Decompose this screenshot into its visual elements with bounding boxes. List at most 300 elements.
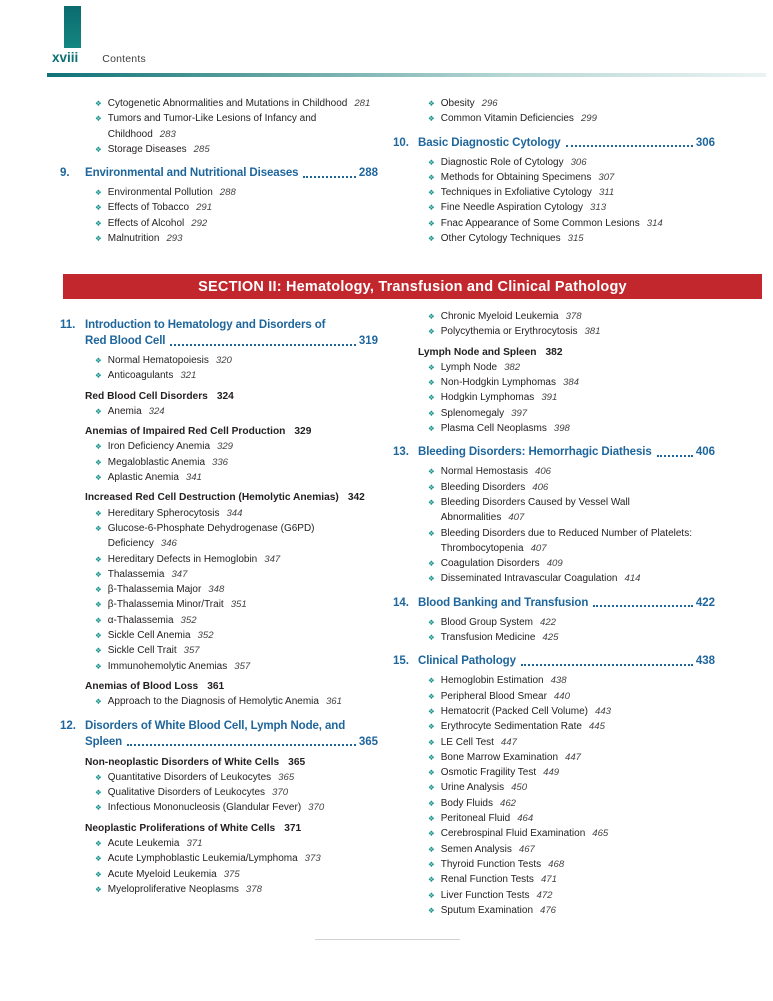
sub-entry-text-wrap [441, 375, 715, 390]
sub-entry-text: Normal Hematopoiesis [107, 355, 209, 366]
sub-entry-text-wrap [108, 613, 378, 628]
toc-chapter-entry [393, 653, 715, 669]
sub-entry-text-wrap [441, 872, 715, 887]
sub-entry-page-number: 348 [208, 584, 225, 596]
dot-leader-icon [593, 605, 693, 607]
diamond-bullet-icon: ❖ [95, 585, 102, 595]
toc-sub-entry [95, 867, 378, 882]
chapter-line [393, 135, 715, 151]
sub-entry-text: Effects of Tobacco [107, 202, 190, 214]
toc-sub-entry [95, 455, 378, 470]
sub-entry-page-number: 296 [481, 98, 498, 109]
sub-entry-text: Thyroid Function Tests [440, 858, 542, 870]
dot-leader-icon [521, 664, 693, 666]
chapter-title-continued: Spleen [85, 735, 123, 748]
toc-sub-entry [428, 765, 715, 780]
sub-entry-text: Hereditary Spherocytosis [107, 507, 220, 519]
sub-entry-page-number: 370 [308, 802, 325, 814]
diamond-bullet-icon: ❖ [428, 482, 435, 492]
diamond-bullet-icon: ❖ [95, 631, 102, 641]
sub-entry-text-wrap [441, 719, 715, 734]
sub-entry-text-wrap [108, 694, 378, 709]
toc-sub-entry [95, 643, 378, 658]
sub-entry-page-number: 336 [212, 456, 229, 468]
chapter-number: 12. [60, 719, 76, 732]
sub-entry-text-wrap [108, 659, 378, 674]
toc-subheading [418, 345, 715, 360]
sub-entry-page-number: 414 [624, 573, 641, 585]
sub-entry-page-number: 370 [272, 787, 289, 799]
diamond-bullet-icon: ❖ [95, 661, 102, 671]
sub-entry-text-wrap [108, 552, 378, 567]
toc-sub-entry [428, 155, 715, 170]
toc-sub-entry [428, 324, 715, 339]
subheading-text: Lymph Node and Spleen [418, 346, 537, 358]
sub-entry-text: Quantitative Disorders of Leukocytes [107, 771, 272, 783]
sub-entry-page-number: 347 [264, 553, 281, 565]
sub-entry-text: Semen Analysis [440, 843, 512, 855]
sub-entry-text: Other Cytology Techniques [440, 233, 561, 245]
sub-entry-text-wrap [108, 111, 378, 142]
sub-entry-page-number: 382 [504, 361, 521, 373]
toc-column-top-left [60, 96, 378, 246]
dot-leader-icon [566, 145, 693, 147]
diamond-bullet-icon: ❖ [95, 854, 102, 864]
sub-entry-page-number: 378 [245, 883, 262, 895]
diamond-bullet-icon: ❖ [428, 691, 435, 701]
subheading-page-number: 382 [545, 346, 563, 358]
toc-sub-entry [428, 421, 715, 436]
toc-sub-entry [428, 857, 715, 872]
diamond-bullet-icon: ❖ [428, 706, 435, 716]
sub-entry-text-wrap [108, 231, 378, 246]
sub-entry-page-number: 391 [541, 392, 558, 404]
chapter-title: Clinical Pathology [418, 655, 516, 668]
diamond-bullet-icon: ❖ [428, 722, 435, 732]
sub-entry-text-wrap [108, 867, 378, 882]
sub-entry-text-wrap [108, 455, 378, 470]
sub-entry-text: Storage Diseases [107, 143, 187, 155]
sub-entry-text: Obesity [440, 98, 475, 109]
sub-entry-text: Cerebrospinal Fluid Examination [440, 828, 586, 840]
sub-entry-text-wrap [441, 673, 715, 688]
diamond-bullet-icon: ❖ [428, 875, 435, 885]
sub-entry-text: Hereditary Defects in Hemoglobin [107, 553, 258, 565]
sub-entry-text: Bleeding Disorders due to Reduced Number of Platelets: Thrombocytopenia [440, 527, 692, 554]
diamond-bullet-icon: ❖ [428, 844, 435, 854]
sub-entry-text-wrap [441, 360, 715, 375]
sub-entry-page-number: 311 [598, 187, 615, 199]
diamond-bullet-icon: ❖ [95, 839, 102, 849]
chapter-number: 10. [393, 136, 409, 149]
toc-sub-entry [428, 96, 715, 111]
toc-chapter-entry [393, 135, 715, 151]
subheading-page-number: 371 [284, 822, 302, 834]
toc-sub-entry [428, 375, 715, 390]
subheading-page-number: 324 [216, 390, 234, 402]
sub-entry-text-wrap [441, 526, 715, 557]
sub-entry-text-wrap [441, 464, 715, 479]
toc-sub-entry [95, 185, 378, 200]
sub-entry-text: Malnutrition [107, 233, 160, 245]
toc-sub-entry [428, 826, 715, 841]
sub-entry-page-number: 346 [160, 538, 177, 550]
sub-entry-text: Peripheral Blood Smear [440, 690, 547, 702]
sub-entry-page-number: 384 [562, 377, 579, 389]
toc-sub-entry [95, 785, 378, 800]
toc-subheading [85, 821, 378, 836]
toc-sub-entry [95, 96, 378, 111]
sub-entry-text: Bleeding Disorders [440, 481, 526, 493]
sub-entry-text: Bone Marrow Examination [440, 751, 559, 763]
sub-entry-page-number: 447 [565, 751, 582, 763]
toc-sub-entry [428, 556, 715, 571]
sub-entry-text-wrap [108, 142, 378, 157]
sub-entry-text: Disseminated Intravascular Coagulation [440, 573, 618, 585]
toc-sub-entry [428, 216, 715, 231]
toc-sub-entry [428, 780, 715, 795]
diamond-bullet-icon: ❖ [95, 442, 102, 452]
toc-sub-entry [95, 770, 378, 785]
diamond-bullet-icon: ❖ [428, 633, 435, 643]
toc-sub-entry [428, 704, 715, 719]
toc-sub-entry [95, 506, 378, 521]
diamond-bullet-icon: ❖ [95, 600, 102, 610]
sub-entry-text: Sickle Cell Anemia [107, 630, 191, 642]
sub-entry-text-wrap [441, 216, 715, 231]
chapter-number: 9. [60, 167, 70, 180]
sub-entry-text-wrap [441, 390, 715, 405]
diamond-bullet-icon: ❖ [428, 574, 435, 584]
sub-entry-page-number: 381 [584, 326, 601, 338]
sub-entry-text: Sputum Examination [440, 904, 534, 916]
sub-entry-text: Tumors and Tumor-Like Lesions of Infancy and Childhood [107, 113, 317, 140]
sub-entry-text-wrap [108, 470, 378, 485]
toc-sub-entry [428, 842, 715, 857]
sub-entry-text: Fine Needle Aspiration Cytology [440, 202, 584, 214]
chapter-line [393, 444, 715, 460]
sub-entry-text-wrap [108, 770, 378, 785]
diamond-bullet-icon: ❖ [428, 327, 435, 337]
sub-entry-text-wrap [108, 439, 378, 454]
sub-entry-text: Methods for Obtaining Specimens [440, 171, 592, 183]
sub-entry-text: Acute Myeloid Leukemia [107, 868, 217, 880]
sub-entry-page-number: 314 [646, 217, 663, 229]
chapter-page-number: 306 [695, 136, 715, 149]
sub-entry-text-wrap [108, 567, 378, 582]
diamond-bullet-icon: ❖ [428, 798, 435, 808]
diamond-bullet-icon: ❖ [95, 188, 102, 198]
diamond-bullet-icon: ❖ [428, 234, 435, 244]
sub-entry-text: Chronic Myeloid Leukemia [440, 311, 559, 322]
diamond-bullet-icon: ❖ [428, 378, 435, 388]
sub-entry-text: Hematocrit (Packed Cell Volume) [440, 705, 589, 717]
sub-entry-text: Diagnostic Role of Cytology [440, 156, 564, 168]
toc-sub-entry [95, 836, 378, 851]
sub-entry-text: Body Fluids [440, 797, 493, 809]
diamond-bullet-icon: ❖ [428, 814, 435, 824]
chapter-line [60, 718, 378, 734]
sub-entry-text-wrap [441, 750, 715, 765]
sub-entry-text: Bleeding Disorders Caused by Vessel Wall Abnormalities [440, 496, 630, 524]
sub-entry-text-wrap [441, 780, 715, 795]
sub-entry-page-number: 365 [278, 771, 295, 783]
diamond-bullet-icon: ❖ [428, 497, 435, 507]
sub-entry-text: Sickle Cell Trait [107, 645, 177, 657]
diamond-bullet-icon: ❖ [95, 508, 102, 518]
chapter-title: Bleeding Disorders: Hemorrhagic Diathesis [418, 446, 652, 459]
subheading-text: Non-neoplastic Disorders of White Cells [85, 756, 280, 768]
toc-subheading [85, 490, 378, 505]
diamond-bullet-icon: ❖ [428, 676, 435, 686]
chapter-number: 13. [393, 446, 409, 459]
sub-entry-page-number: 320 [215, 355, 232, 366]
sub-entry-text: Iron Deficiency Anemia [107, 441, 211, 453]
diamond-bullet-icon: ❖ [428, 617, 435, 627]
diamond-bullet-icon: ❖ [428, 737, 435, 747]
toc-sub-entry [428, 170, 715, 185]
diamond-bullet-icon: ❖ [95, 114, 102, 124]
toc-sub-entry [428, 571, 715, 586]
subheading-page-number: 329 [294, 426, 312, 438]
sub-entry-text: Cytogenetic Abnormalities and Mutations in Childhood [107, 98, 348, 109]
diamond-bullet-icon: ❖ [428, 752, 435, 762]
sub-entry-text-wrap [108, 96, 378, 111]
toc-top-area [60, 96, 715, 246]
sub-entry-text-wrap [108, 368, 378, 383]
sub-entry-text: Glucose-6-Phosphate Dehydrogenase (G6PD) Deficiency [107, 522, 315, 550]
toc-chapter-entry [393, 444, 715, 460]
subheading-page-number: 361 [207, 680, 225, 692]
toc-sub-entry [428, 406, 715, 421]
diamond-bullet-icon: ❖ [428, 467, 435, 477]
diamond-bullet-icon: ❖ [428, 312, 435, 321]
sub-entry-text: Acute Lymphoblastic Leukemia/Lymphoma [107, 853, 298, 865]
chapter-page-number: 319 [358, 335, 378, 347]
diamond-bullet-icon: ❖ [428, 768, 435, 778]
diamond-bullet-icon: ❖ [95, 218, 102, 228]
sub-entry-page-number: 347 [171, 568, 188, 580]
diamond-bullet-icon: ❖ [95, 457, 102, 467]
sub-entry-page-number: 378 [565, 311, 582, 322]
sub-entry-page-number: 291 [196, 202, 213, 214]
sub-entry-text-wrap [441, 765, 715, 780]
dot-leader-icon [657, 455, 693, 457]
sub-entry-page-number: 315 [567, 233, 584, 245]
toc-sub-entry [428, 111, 715, 126]
sub-entry-text: Acute Leukemia [107, 838, 180, 850]
diamond-bullet-icon: ❖ [428, 157, 435, 167]
toc-sub-entry [428, 888, 715, 903]
toc-sub-entry [95, 659, 378, 674]
diamond-bullet-icon: ❖ [428, 408, 435, 418]
sub-entry-text: Myeloproliferative Neoplasms [107, 883, 239, 895]
sub-entry-text: Renal Function Tests [440, 874, 534, 886]
toc-sub-entry [95, 231, 378, 246]
sub-entry-text: Blood Group System [440, 616, 533, 628]
sub-entry-text: Liver Function Tests [440, 889, 530, 901]
diamond-bullet-icon: ❖ [95, 697, 102, 707]
toc-sub-entry [95, 142, 378, 157]
running-head-title: Contents [102, 53, 146, 65]
chapter-title: Blood Banking and Transfusion [418, 596, 589, 609]
sub-entry-text-wrap [441, 857, 715, 872]
sub-entry-text: α-Thalassemia [107, 614, 174, 626]
toc-sub-entry [428, 360, 715, 375]
toc-sub-entry [95, 613, 378, 628]
diamond-bullet-icon: ❖ [95, 99, 102, 108]
diamond-bullet-icon: ❖ [428, 218, 435, 228]
sub-entry-page-number: 443 [595, 705, 612, 717]
chapter-title-continued: Red Blood Cell [85, 335, 166, 347]
sub-entry-page-number: 472 [536, 889, 553, 901]
subheading-text: Increased Red Cell Destruction (Hemolytic Anemias) [85, 492, 339, 504]
sub-entry-page-number: 281 [354, 98, 371, 109]
toc-column-bottom-right [393, 309, 715, 918]
sub-entry-text-wrap [108, 353, 378, 368]
sub-entry-text-wrap [441, 406, 715, 421]
sub-entry-page-number: 373 [304, 853, 321, 865]
toc-sub-entry [95, 552, 378, 567]
toc-sub-entry [428, 464, 715, 479]
sub-entry-text-wrap [441, 111, 715, 126]
diamond-bullet-icon: ❖ [95, 554, 102, 564]
toc-sub-entry [428, 811, 715, 826]
diamond-bullet-icon: ❖ [95, 788, 102, 798]
sub-entry-text-wrap [108, 521, 378, 552]
diamond-bullet-icon: ❖ [95, 144, 102, 154]
toc-subheading [85, 424, 378, 439]
sub-entry-text-wrap [108, 185, 378, 200]
sub-entry-text: Polycythemia or Erythrocytosis [440, 326, 578, 338]
subheading-text: Neoplastic Proliferations of White Cells [85, 822, 276, 834]
toc-sub-entry [95, 470, 378, 485]
sub-entry-text-wrap [108, 216, 378, 231]
sub-entry-text-wrap [441, 200, 715, 215]
diamond-bullet-icon: ❖ [95, 523, 102, 533]
page-number-label: xviii [52, 50, 79, 65]
chapter-line-continued [60, 333, 378, 349]
sub-entry-page-number: 313 [590, 202, 607, 214]
sub-entry-page-number: 351 [230, 599, 247, 611]
sub-entry-text: Aplastic Anemia [107, 472, 179, 484]
chapter-number: 15. [393, 655, 409, 668]
dot-leader-icon [127, 744, 356, 746]
diamond-bullet-icon: ❖ [428, 203, 435, 213]
diamond-bullet-icon: ❖ [95, 869, 102, 879]
sub-entry-text-wrap [441, 735, 715, 750]
sub-entry-page-number: 445 [588, 721, 605, 733]
sub-entry-page-number: 449 [543, 767, 560, 779]
sub-entry-text: Environmental Pollution [107, 187, 213, 199]
sub-entry-page-number: 288 [219, 187, 236, 199]
diamond-bullet-icon: ❖ [95, 772, 102, 782]
toc-sub-entry [428, 719, 715, 734]
diamond-bullet-icon: ❖ [95, 203, 102, 213]
sub-entry-page-number: 476 [540, 904, 557, 916]
page-header [52, 50, 146, 65]
sub-entry-text: Qualitative Disorders of Leukocytes [107, 787, 266, 799]
sub-entry-text-wrap [108, 800, 378, 815]
chapter-title: Introduction to Hematology and Disorders of [85, 319, 326, 331]
sub-entry-page-number: 299 [580, 113, 597, 125]
subheading-text: Red Blood Cell Disorders [85, 390, 208, 402]
toc-sub-entry [95, 216, 378, 231]
subheading-page-number: 365 [288, 756, 306, 768]
toc-sub-entry [428, 750, 715, 765]
sub-entry-text: Thalassemia [107, 568, 165, 580]
subheading-text: Anemias of Blood Loss [85, 680, 199, 692]
sub-entry-text-wrap [441, 556, 715, 571]
sub-entry-text-wrap [108, 836, 378, 851]
toc-subheading [85, 389, 378, 404]
diamond-bullet-icon: ❖ [95, 569, 102, 579]
chapter-line-continued [60, 734, 378, 750]
sub-entry-page-number: 471 [540, 874, 557, 886]
diamond-bullet-icon: ❖ [428, 99, 435, 108]
toc-chapter-entry [60, 165, 378, 181]
diamond-bullet-icon: ❖ [95, 803, 102, 813]
dot-leader-icon [303, 176, 355, 178]
toc-sub-entry [428, 689, 715, 704]
sub-entry-page-number: 447 [500, 736, 517, 748]
sub-entry-page-number: 407 [508, 512, 525, 524]
toc-bottom-area [60, 309, 715, 918]
sub-entry-text: Non-Hodgkin Lymphomas [440, 377, 556, 389]
chapter-page-number: 365 [358, 735, 378, 748]
sub-entry-text-wrap [108, 582, 378, 597]
sub-entry-page-number: 467 [518, 843, 535, 855]
sub-entry-text-wrap [441, 811, 715, 826]
sub-entry-text: Immunohemolytic Anemias [107, 660, 228, 672]
chapter-page-number: 422 [695, 596, 715, 609]
sub-entry-page-number: 357 [183, 645, 200, 657]
sub-entry-text-wrap [108, 200, 378, 215]
sub-entry-page-number: 321 [180, 370, 197, 382]
sub-entry-page-number: 357 [234, 660, 251, 672]
sub-entry-text-wrap [441, 704, 715, 719]
sub-entry-text: Megaloblastic Anemia [107, 456, 206, 468]
toc-sub-entry [428, 630, 715, 645]
corner-tab-decoration [64, 6, 81, 48]
toc-sub-entry [428, 200, 715, 215]
sub-entry-text: Anemia [107, 405, 142, 417]
toc-sub-entry [428, 796, 715, 811]
diamond-bullet-icon: ❖ [95, 473, 102, 483]
diamond-bullet-icon: ❖ [95, 234, 102, 244]
toc-sub-entry [95, 582, 378, 597]
toc-sub-entry [95, 628, 378, 643]
sub-entry-text: LE Cell Test [440, 736, 494, 748]
chapter-title: Disorders of White Blood Cell, Lymph Node, and [85, 719, 346, 732]
sub-entry-page-number: 397 [511, 407, 528, 419]
diamond-bullet-icon: ❖ [428, 188, 435, 198]
toc-sub-entry [428, 526, 715, 557]
diamond-bullet-icon: ❖ [428, 528, 435, 538]
sub-entry-page-number: 440 [553, 690, 570, 702]
sub-entry-text-wrap [441, 615, 715, 630]
sub-entry-text-wrap [441, 903, 715, 918]
toc-sub-entry [95, 521, 378, 552]
sub-entry-page-number: 344 [226, 507, 243, 519]
sub-entry-text: Erythrocyte Sedimentation Rate [440, 721, 582, 733]
sub-entry-page-number: 306 [570, 156, 587, 168]
sub-entry-page-number: 464 [517, 813, 534, 825]
sub-entry-text: Urine Analysis [440, 782, 505, 794]
toc-sub-entry [428, 673, 715, 688]
toc-sub-entry [95, 404, 378, 419]
header-divider-rule [47, 73, 766, 77]
